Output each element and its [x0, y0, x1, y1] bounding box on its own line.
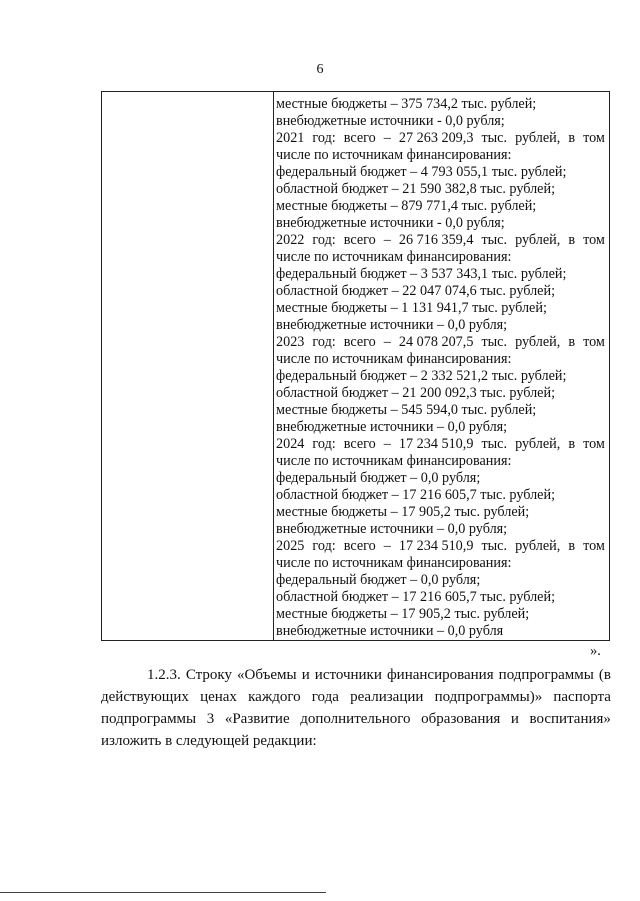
word: рублей, [515, 436, 561, 452]
word: том [583, 232, 605, 248]
text-line: областной бюджет – 22 047 074,6 тыс. рублей; [276, 283, 556, 299]
text-line: федеральный бюджет – 3 537 343,1 тыс. рублей; [276, 266, 567, 282]
word: тыс. [481, 436, 508, 452]
word: том [583, 538, 605, 554]
text-line: числе по источникам финансирования: [276, 147, 512, 163]
page-number: 6 [316, 62, 324, 77]
word: 2022 [276, 232, 305, 248]
word: тыс. [481, 334, 508, 350]
text-line: числе по источникам финансирования: [276, 555, 512, 571]
word: «Объемы [237, 667, 297, 683]
text-line: областной бюджет – 21 200 092,3 тыс. рублей; [276, 385, 556, 401]
word: и [301, 667, 310, 683]
word: 17 234 510,9 [398, 436, 474, 452]
word: 1.2.3. [147, 667, 181, 683]
word: в [568, 538, 576, 554]
table-right-cell [274, 96, 609, 640]
text-line: федеральный бюджет – 0,0 рубля; [276, 470, 481, 486]
word: год: [312, 538, 336, 554]
word: рублей, [515, 334, 561, 350]
word: том [583, 130, 605, 146]
word: 17 234 510,9 [398, 538, 474, 554]
word: дополнительного [300, 711, 411, 727]
word: источники [314, 667, 382, 683]
justified-line [276, 130, 605, 147]
word: «Развитие [224, 711, 290, 727]
word: 2023 [276, 334, 305, 350]
word: воспитания» [529, 711, 611, 727]
text-line: внебюджетные источники - 0,0 рубля; [276, 215, 505, 231]
justified-line [276, 334, 605, 351]
word: год: [312, 436, 336, 452]
word: всего [343, 130, 376, 146]
justified-line [276, 232, 605, 249]
word: подпрограммы [101, 711, 197, 727]
word: тыс. [481, 130, 508, 146]
word: в [568, 232, 576, 248]
word: рублей, [515, 232, 561, 248]
text-line: местные бюджеты – 17 905,2 тыс. рублей; [276, 504, 530, 520]
text-line: внебюджетные источники – 0,0 рубля; [276, 521, 508, 537]
word: – [383, 232, 391, 248]
financing-table [101, 91, 610, 641]
text-line: числе по источникам финансирования: [276, 351, 512, 367]
text-line: числе по источникам финансирования: [276, 453, 512, 469]
text-line: числе по источникам финансирования: [276, 249, 512, 265]
word: и [510, 711, 519, 727]
word: – [383, 436, 391, 452]
word: ценах [200, 689, 237, 705]
word: 2025 [276, 538, 305, 554]
word: действующих [101, 689, 189, 705]
word: 26 716 359,4 [398, 232, 474, 248]
word: год: [312, 130, 336, 146]
word: подпрограммы)» [434, 689, 543, 705]
text-line: местные бюджеты – 17 905,2 тыс. рублей; [276, 606, 530, 622]
text-line: изложить в следующей редакции: [101, 733, 317, 749]
word: 2024 [276, 436, 305, 452]
word: 3 [206, 711, 215, 727]
word: Строку [185, 667, 232, 683]
text-line: федеральный бюджет – 2 332 521,2 тыс. рублей; [276, 368, 567, 384]
word: всего [343, 232, 376, 248]
word: паспорта [553, 689, 611, 705]
text-line: федеральный бюджет – 0,0 рубля; [276, 572, 481, 588]
justified-line [276, 436, 605, 453]
word: в [568, 130, 576, 146]
word: тыс. [481, 538, 508, 554]
word: тыс. [481, 232, 508, 248]
word: рублей, [515, 130, 561, 146]
text-line: областной бюджет – 17 216 605,7 тыс. рублей; [276, 589, 556, 605]
word: 24 078 207,5 [398, 334, 474, 350]
bottom-rule [0, 892, 326, 893]
body-paragraph [101, 664, 611, 752]
text-line: внебюджетные источники – 0,0 рубля; [276, 419, 508, 435]
word: – [383, 334, 391, 350]
word: образования [421, 711, 501, 727]
word: том [583, 436, 605, 452]
text-line: местные бюджеты – 879 771,4 тыс. рублей; [276, 198, 537, 214]
word: – [383, 130, 391, 146]
text-line: местные бюджеты – 1 131 941,7 тыс. рублей; [276, 300, 547, 316]
closing-quote: ». [590, 643, 601, 659]
word: всего [343, 436, 376, 452]
justified-line [101, 664, 611, 686]
table-left-cell [102, 92, 274, 640]
word: 27 263 209,3 [398, 130, 474, 146]
justified-line [101, 708, 611, 730]
word: год: [312, 334, 336, 350]
word: (в [598, 667, 611, 683]
text-line: внебюджетные источники – 0,0 рубля [276, 623, 504, 639]
word: реализации [350, 689, 424, 705]
word: рублей, [515, 538, 561, 554]
word: 2021 [276, 130, 305, 146]
text-line: внебюджетные источники - 0,0 рубля; [276, 113, 505, 129]
word: каждого [248, 689, 301, 705]
word: год: [312, 232, 336, 248]
text-line: областной бюджет – 21 590 382,8 тыс. рублей; [276, 181, 556, 197]
word: финансирования [386, 667, 494, 683]
text-line: областной бюджет – 17 216 605,7 тыс. рублей; [276, 487, 556, 503]
word: – [383, 538, 391, 554]
word: всего [343, 334, 376, 350]
justified-line [101, 686, 611, 708]
word: в [568, 436, 576, 452]
word: всего [343, 538, 376, 554]
justified-line [276, 538, 605, 555]
text-line: федеральный бюджет – 4 793 055,1 тыс. рублей; [276, 164, 567, 180]
text-line: внебюджетные источники – 0,0 рубля; [276, 317, 508, 333]
word: в [568, 334, 576, 350]
word: подпрограммы [498, 667, 594, 683]
word: года [311, 689, 339, 705]
text-line: местные бюджеты – 375 734,2 тыс. рублей; [276, 96, 537, 112]
word: том [583, 334, 605, 350]
text-line: местные бюджеты – 545 594,0 тыс. рублей; [276, 402, 537, 418]
